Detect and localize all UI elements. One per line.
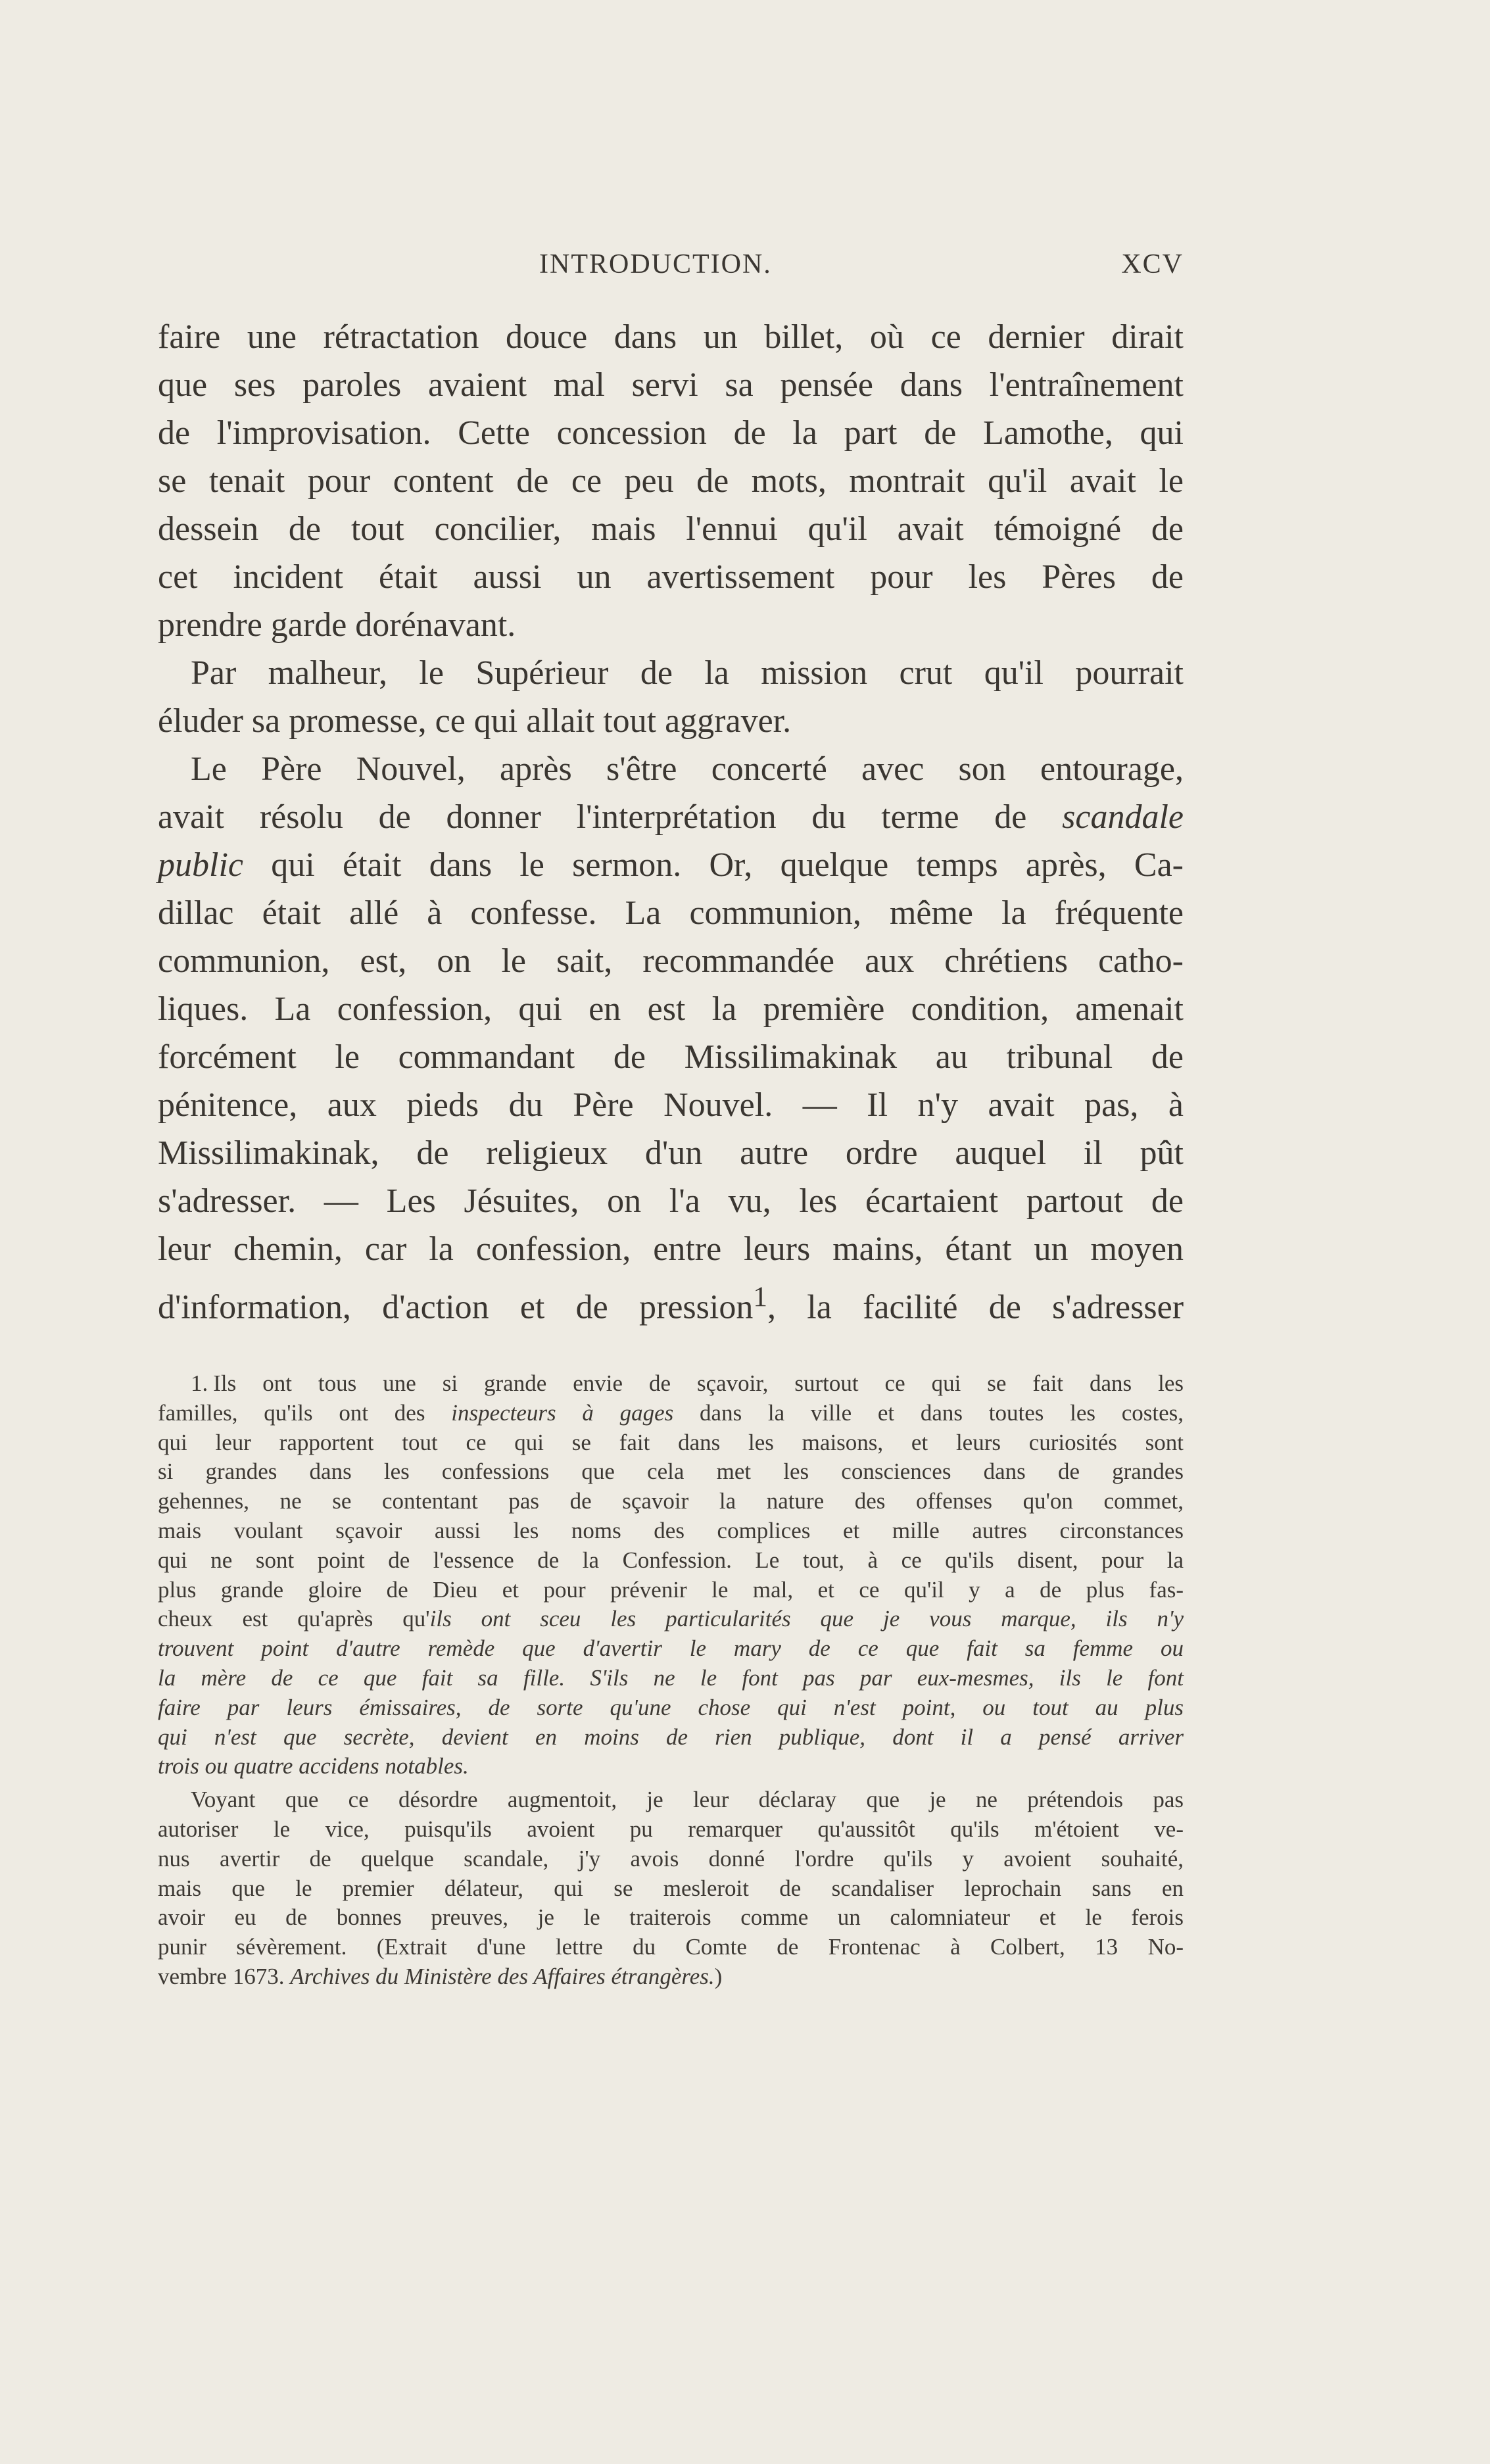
text-line: s'adresser. — Les Jésuites, on l'a vu, les écartaient partout de	[158, 1182, 1184, 1220]
page-header	[158, 249, 1184, 295]
text-line: Par malheur, le Supérieur de la mission crut qu'il pourrait	[191, 654, 1184, 692]
footnote-segment: vembre 1673.	[158, 1963, 285, 1989]
footnote-marker: 1.	[191, 1370, 208, 1396]
footnote-italic: ils ont sceu les particularités que je vous marque, ils n'y	[429, 1606, 1184, 1632]
footnote-segment: dans la ville et dans toutes les costes,	[700, 1399, 1184, 1426]
italic-term: scandale	[1062, 798, 1184, 836]
footnote-line: qui ne sont point de l'essence de la Confession. Le tout, à ce qu'ils disent, pour la	[158, 1547, 1184, 1573]
text-segment: qui était dans le sermon. Or, quelque temps après, Ca-	[271, 846, 1184, 884]
text-line	[158, 841, 1184, 889]
footnote-segment: cheux est qu'après qu'	[158, 1606, 430, 1632]
footnote-segment: Ils ont tous une si grande envie de sçavoir, surtout ce qui se fait dans les	[213, 1370, 1184, 1396]
running-title: INTRODUCTION.	[539, 249, 772, 279]
footnote-italic: la mère de ce que fait sa fille. S'ils ne le font pas par eux-mesmes, ils le font	[158, 1664, 1184, 1691]
footnote-line: gehennes, ne se contentant pas de sçavoir la nature des offenses qu'on commet,	[158, 1488, 1184, 1514]
footnote-segment: familles, qu'ils ont des	[158, 1399, 425, 1426]
text-segment: avait résolu de donner l'interprétation du terme de	[158, 798, 1027, 836]
footnote-reference: 1	[753, 1281, 767, 1313]
text-line: de l'improvisation. Cette concession de la part de Lamothe, qui	[158, 414, 1184, 452]
footnote-line	[158, 1605, 1184, 1634]
footnote-italic: trois ou quatre accidens notables.	[158, 1753, 469, 1779]
footnote-line: plus grande gloire de Dieu et pour prévenir le mal, et ce qu'il y a de plus fas-	[158, 1576, 1184, 1603]
footnote-italic: Archives du Ministère des Affaires étrangères.	[290, 1963, 715, 1989]
footnote-italic: inspecteurs à gages	[451, 1399, 674, 1426]
text-line: que ses paroles avaient mal servi sa pensée dans l'entraînement	[158, 366, 1184, 404]
footnote-line	[158, 1752, 1184, 1781]
text-line: dillac était allé à confesse. La communion, même la fréquente	[158, 894, 1184, 932]
footnote-line: si grandes dans les confessions que cela met les consciences dans de grandes	[158, 1459, 1184, 1485]
footnote	[158, 1369, 1184, 1992]
footnote-line	[158, 1399, 1184, 1428]
text-line: cet incident était aussi un avertissement pour les Pères de	[158, 558, 1184, 596]
footnote-segment: )	[714, 1963, 723, 1989]
footnote-italic: qui n'est que secrète, devient en moins de rien publique, dont il a pensé arriver	[158, 1724, 1184, 1750]
footnote-line: mais que le premier délateur, qui se mesleroit de scandaliser leprochain sans en	[158, 1875, 1184, 1901]
footnote-line: punir sévèrement. (Extrait d'une lettre du Comte de Frontenac à Colbert, 13 No-	[158, 1934, 1184, 1960]
footnote-line: Voyant que ce désordre augmentoit, je leur déclaray que je ne prétendois pas	[191, 1787, 1184, 1813]
text-line: pénitence, aux pieds du Père Nouvel. — Il n'y avait pas, à	[158, 1086, 1184, 1124]
footnote-italic: trouvent point d'autre remède que d'avertir le mary de ce que fait sa femme ou	[158, 1635, 1184, 1662]
page-number: XCV	[1121, 249, 1184, 279]
text-line: éluder sa promesse, ce qui allait tout aggraver.	[158, 702, 792, 740]
italic-term: public	[158, 846, 243, 884]
main-text	[158, 313, 1184, 1326]
text-line: dessein de tout concilier, mais l'ennui qu'il avait témoigné de	[158, 510, 1184, 548]
footnote-line: autoriser le vice, puisqu'ils avoient pu remarquer qu'aussitôt qu'ils m'étoient ve-	[158, 1816, 1184, 1842]
text-line: leur chemin, car la confession, entre leurs mains, étant un moyen	[158, 1230, 1184, 1268]
text-line: forcément le commandant de Missilimakinak au tribunal de	[158, 1038, 1184, 1076]
footnote-line: nus avertir de quelque scandale, j'y avois donné l'ordre qu'ils y avoient souhaité,	[158, 1845, 1184, 1872]
footnote-line: qui leur rapportent tout ce qui se fait dans les maisons, et leurs curiosités sont	[158, 1429, 1184, 1455]
footnote-line	[158, 1664, 1184, 1693]
text-line: faire une rétractation douce dans un billet, où ce dernier dirait	[158, 318, 1184, 356]
footnote-line	[158, 1369, 1184, 1399]
footnote-line	[158, 1693, 1184, 1723]
text-line	[158, 1273, 1184, 1326]
footnote-line: avoir eu de bonnes preuves, je le traiterois comme un calomniateur et le ferois	[158, 1904, 1184, 1931]
text-line	[158, 793, 1184, 841]
footnote-italic: faire par leurs émissaires, de sorte qu'une chose qui n'est point, ou tout au plus	[158, 1694, 1184, 1720]
text-line: se tenait pour content de ce peu de mots, montrait qu'il avait le	[158, 462, 1184, 500]
text-segment: , la facilité de s'adresser	[767, 1288, 1184, 1326]
footnote-line	[158, 1723, 1184, 1752]
footnote-line	[158, 1634, 1184, 1664]
text-line: prendre garde dorénavant.	[158, 606, 516, 644]
text-line: Missilimakinak, de religieux d'un autre ordre auquel il pût	[158, 1134, 1184, 1172]
text-segment: d'information, d'action et de pression	[158, 1288, 754, 1326]
text-line: Le Père Nouvel, après s'être concerté avec son entourage,	[191, 750, 1184, 788]
footnote-line	[158, 1962, 1184, 1992]
footnote-line: mais voulant sçavoir aussi les noms des complices et mille autres circonstances	[158, 1517, 1184, 1543]
text-line: liques. La confession, qui en est la première condition, amenait	[158, 990, 1184, 1028]
text-line: communion, est, on le sait, recommandée aux chrétiens catho-	[158, 942, 1184, 980]
